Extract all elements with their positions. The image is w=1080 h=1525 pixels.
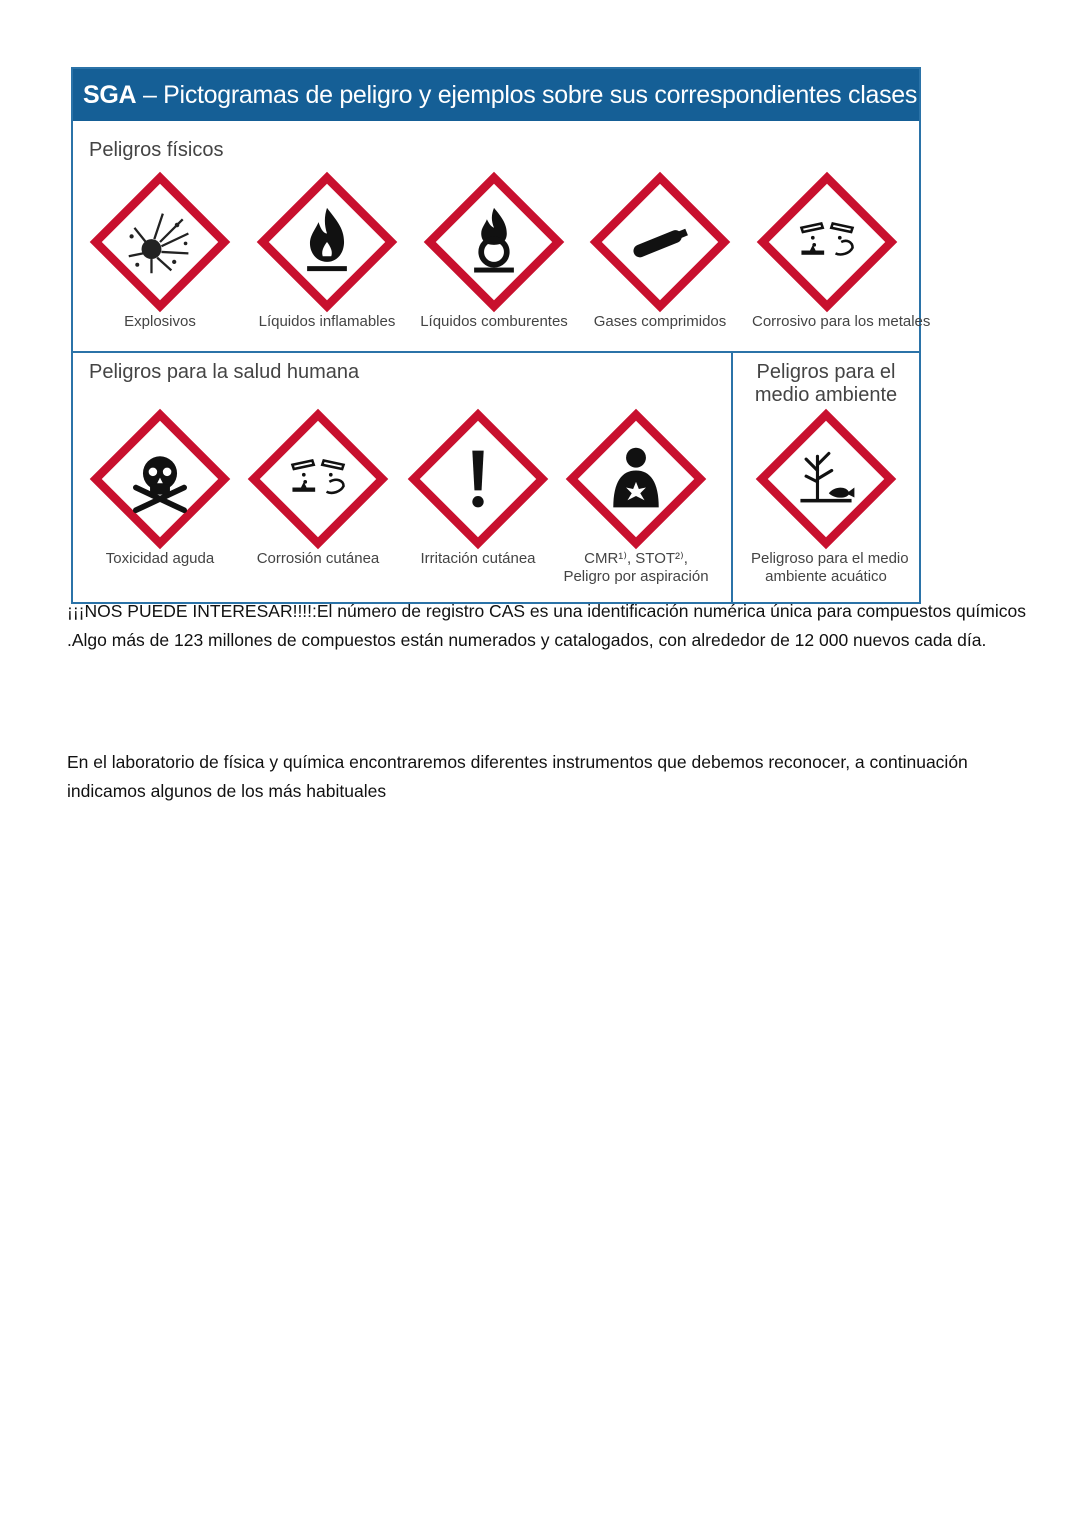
gas-cylinder-icon (589, 171, 731, 313)
chart-title-text: – Pictogramas de peligro y ejemplos sobre sus correspondientes clases de peligro (142, 81, 1031, 109)
picto-corrosive-metal (752, 171, 931, 331)
picto-gas (585, 171, 735, 331)
picto-caption: CMR¹⁾, STOT²⁾, (584, 550, 688, 567)
picto-irritant (403, 408, 553, 568)
picto-caption: Irritación cutánea (420, 550, 536, 567)
picto-caption: Gases comprimidos (593, 313, 727, 330)
lab-instruments-paragraph: En el laboratorio de física y química encontraremos diferentes instrumentos que debemos reconocer, a continuación indicamos algunos de los más habituales (67, 752, 968, 801)
environment-hazards-label (733, 361, 919, 407)
physical-hazards-section (73, 121, 931, 353)
exclamation-mark-icon (407, 408, 549, 550)
picto-caption: Explosivos (124, 313, 196, 330)
flame-over-circle-icon (423, 171, 565, 313)
picto-caption: Peligroso para el medio (751, 550, 909, 567)
picto-explosive (85, 171, 235, 331)
picto-caption: Corrosión cutánea (256, 550, 380, 567)
picto-caption: Toxicidad aguda (105, 550, 215, 567)
ghs-pictogram-chart (71, 67, 1031, 604)
picto-caption: Corrosivo para los metales (752, 313, 931, 330)
picto-health-hazard (561, 408, 711, 586)
environment-label-line2: medio ambiente (754, 384, 898, 406)
picto-caption: Líquidos inflamables (258, 313, 396, 330)
environment-hazards-section (733, 353, 919, 602)
chart-title (73, 69, 1031, 121)
health-hazards-section (73, 353, 733, 602)
picto-toxic (85, 408, 235, 568)
picto-skin-corrosion (243, 408, 393, 568)
picto-oxidizing (419, 171, 569, 331)
picto-caption: Líquidos comburentes (420, 313, 568, 330)
health-hazard-icon (565, 408, 707, 550)
corrosion-metal-icon (756, 171, 898, 313)
exploding-bomb-icon (89, 171, 231, 313)
skull-crossbones-icon (89, 408, 231, 550)
picto-caption-line2: Peligro por aspiración (563, 568, 709, 585)
picto-caption-line2: ambiente acuático (765, 568, 887, 585)
chart-title-bold: SGA (83, 81, 137, 109)
environment-label-line1: Peligros para el (756, 361, 896, 383)
physical-hazards-label: Peligros físicos (89, 139, 224, 161)
flame-icon (256, 171, 398, 313)
corrosion-skin-icon (247, 408, 389, 550)
cas-note-paragraph: ¡¡¡NOS PUEDE INTERESAR!!!!:El número de registro CAS es una identificación numérica única para compuestos químicos .Algo más de 123 millones de compuestos están numerados y catalogados, con alrededor de 12 000 nuevos cada día. (67, 601, 1026, 650)
health-hazards-label: Peligros para la salud humana (89, 361, 360, 383)
environment-dead-tree-fish-icon (755, 408, 897, 550)
picto-environment (751, 408, 909, 586)
picto-flammable (252, 171, 402, 331)
